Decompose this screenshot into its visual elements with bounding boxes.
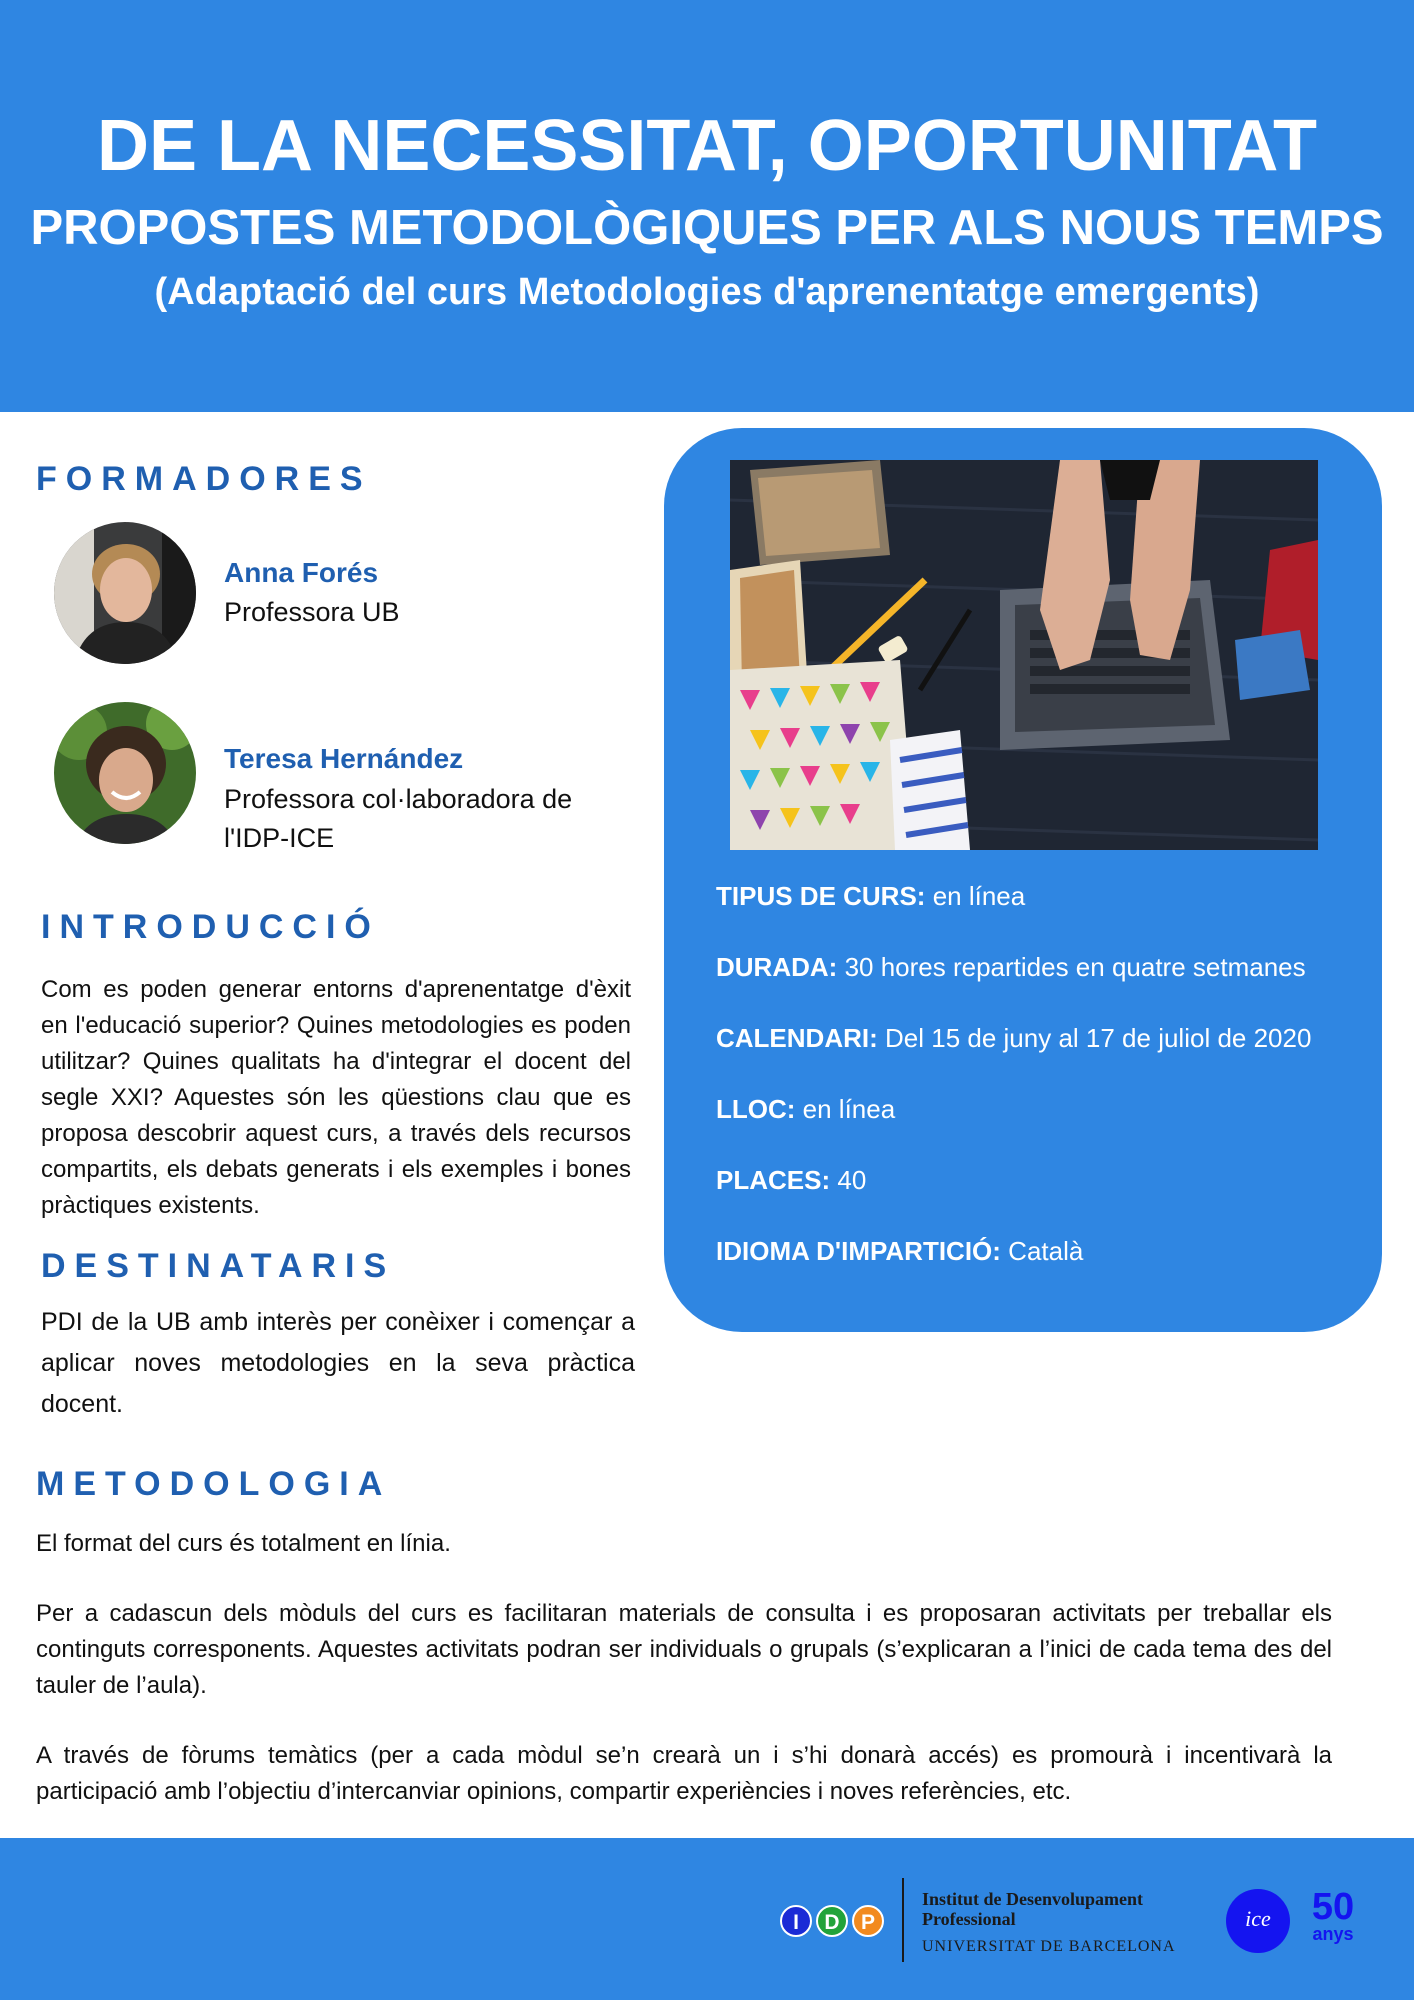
info-value: en línea	[802, 1094, 896, 1124]
institute-name-line1: Institut de Desenvolupament	[922, 1889, 1144, 1909]
info-label: CALENDARI:	[716, 1023, 878, 1053]
info-tipus-de-curs	[716, 881, 1025, 912]
info-value: Català	[1008, 1236, 1084, 1266]
page-subtitle: PROPOSTES METODOLÒGIQUES PER ALS NOUS TEMPS	[30, 201, 1384, 255]
info-label: DURADA:	[716, 952, 838, 982]
footer-banner	[0, 1838, 1414, 2000]
page-subtitle-course: (Adaptació del curs Metodologies d'aprenentatge emergents)	[154, 271, 1260, 313]
info-label: PLACES:	[716, 1165, 831, 1195]
metodologia-paragraph-1: El format del curs és totalment en línia.	[36, 1530, 451, 1557]
trainer-role-teresa-line1: Professora col·laboradora de	[224, 784, 573, 814]
metodologia-paragraph-2: Per a cadascun dels mòduls del curs es facilitaran materials de consulta i es proposaran activitats per treballar els continguts corresponents. Aquestes activitats podran ser individuals o grupals (s’explicaran a l’inici de cada tema des del tauler de l’aula).	[36, 1600, 1332, 1699]
course-info-card	[664, 428, 1382, 1332]
idp-letter-d: D	[816, 1905, 848, 1937]
introduccio-heading: INTRODUCCIÓ	[41, 908, 380, 946]
formadores-heading: FORMADORES	[36, 460, 372, 498]
info-idioma	[716, 1236, 1083, 1267]
institute-name-line2: Professional	[922, 1909, 1016, 1929]
info-value: en línea	[932, 881, 1026, 911]
header-banner	[0, 0, 1414, 412]
info-places	[716, 1165, 866, 1196]
info-durada	[716, 952, 1306, 983]
anniversary-number: 50	[1311, 1886, 1355, 1928]
trainer-role-teresa-line2: l'IDP-ICE	[224, 823, 335, 853]
info-label: LLOC:	[716, 1094, 796, 1124]
info-value: 30 hores repartides en quatre setmanes	[844, 952, 1306, 982]
metodologia-heading: METODOLOGIA	[36, 1465, 392, 1503]
trainer-role-anna: Professora UB	[224, 597, 400, 627]
ice-logo: ice	[1226, 1889, 1290, 1953]
introduccio-text: Com es poden generar entorns d'aprenentatge d'èxit en l'educació superior? Quines metodologies es poden utilitzar? Quines qualitats ha d'integrar el docent del segle XXI? Aquestes són les qüestions clau que es proposa descobrir aquest curs, a través dels recursos compartits, els debats generats i els exemples i bones pràctiques existents.	[41, 976, 631, 1219]
university-name: UNIVERSITAT DE BARCELONA	[922, 1938, 1176, 1955]
info-value: Del 15 de juny al 17 de juliol de 2020	[885, 1023, 1312, 1053]
metodologia-paragraph-3: A través de fòrums temàtics (per a cada mòdul se’n crearà un i s’hi donarà accés) es promourà i incentivarà la participació amb l’objectiu d’intercanviar opinions, compartir experiències i noves referències, etc.	[36, 1742, 1332, 1805]
destinataris-heading: DESTINATARIS	[41, 1247, 396, 1285]
trainer-role-teresa	[224, 780, 644, 858]
info-calendari	[716, 1023, 1311, 1054]
footer-divider	[902, 1878, 904, 1962]
trainer-name-anna: Anna Forés	[224, 557, 379, 588]
avatar-anna-fores	[54, 522, 196, 664]
info-label: TIPUS DE CURS:	[716, 881, 926, 911]
idp-letter-p: P	[852, 1905, 884, 1937]
trainer-name-teresa: Teresa Hernández	[224, 743, 464, 774]
info-lloc	[716, 1094, 895, 1125]
idp-letter-i: I	[780, 1905, 812, 1937]
laptop-photo	[730, 460, 1318, 850]
destinataris-text: PDI de la UB amb interès per conèixer i començar a aplicar noves metodologies en la seva pràctica docent.	[41, 1308, 635, 1418]
info-label: IDIOMA D'IMPARTICIÓ:	[716, 1236, 1001, 1266]
avatar-teresa-hernandez	[54, 702, 196, 844]
anniversary-word: anys	[1312, 1924, 1354, 1944]
info-value: 40	[837, 1165, 867, 1195]
page-title: DE LA NECESSITAT, OPORTUNITAT	[97, 106, 1317, 186]
